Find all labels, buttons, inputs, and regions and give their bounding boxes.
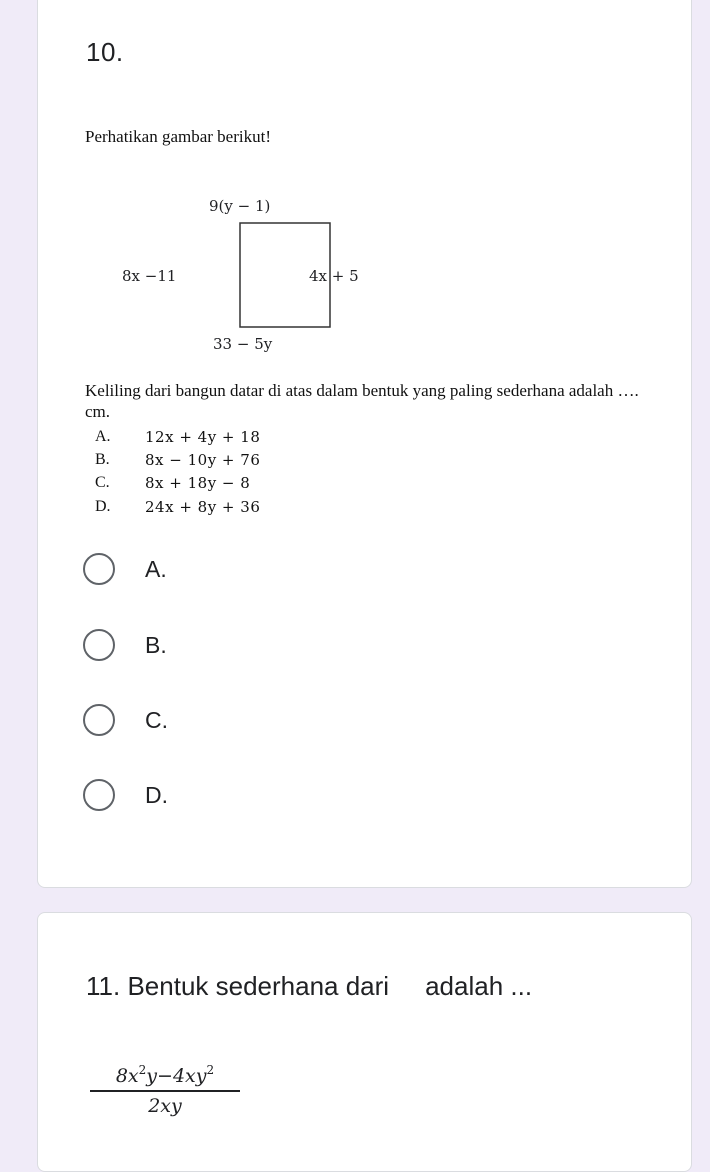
radio-button-d[interactable] — [83, 779, 115, 811]
choice-label[interactable]: D. — [145, 782, 168, 808]
option-letter: D. — [95, 498, 111, 515]
choice-c[interactable] — [83, 704, 383, 744]
rectangle-diagram — [118, 187, 378, 363]
option-letter: B. — [95, 451, 110, 468]
option-expression: 12x + 4y + 18 — [145, 428, 261, 446]
option-expression: 24x + 8y + 36 — [145, 498, 261, 516]
question-number: 10. — [86, 37, 124, 67]
question-title-11 — [86, 971, 532, 1002]
question-card-11 — [37, 912, 692, 1172]
choice-a[interactable] — [83, 553, 383, 593]
option-letter: A. — [95, 428, 111, 445]
radio-button-c[interactable] — [83, 704, 115, 736]
choice-label[interactable]: B. — [145, 632, 167, 658]
fraction-expression — [90, 1063, 240, 1117]
choice-label[interactable]: A. — [145, 556, 167, 582]
right-side-label: 4x + 5 — [309, 267, 359, 285]
question-text-after: adalah ... — [425, 971, 533, 1001]
bottom-side-label: 33 − 5y — [213, 335, 273, 353]
left-side-label: 8x −11 — [122, 267, 177, 285]
choice-label[interactable]: C. — [145, 707, 168, 733]
option-expression: 8x − 10y + 76 — [145, 451, 261, 469]
radio-button-b[interactable] — [83, 629, 115, 661]
choice-d[interactable] — [83, 779, 383, 819]
choice-b[interactable] — [83, 629, 383, 669]
top-side-label: 9(y − 1) — [209, 197, 271, 215]
question-stem: Keliling dari bangun datar di atas dalam bentuk yang paling sederhana adalah …. cm. — [85, 381, 639, 421]
question-text-before: Bentuk sederhana dari — [127, 971, 390, 1001]
option-letter: C. — [95, 474, 110, 491]
fraction-numerator: $8x^2y-4xy^2$ — [90, 1063, 240, 1092]
question-instruction: Perhatikan gambar berikut! — [85, 127, 271, 146]
question-card-10 — [37, 0, 692, 888]
radio-button-a[interactable] — [83, 553, 115, 585]
fraction-denominator: 2xy — [148, 1095, 182, 1117]
question-number: 11. — [86, 971, 121, 1001]
option-expression: 8x + 18y − 8 — [145, 474, 251, 492]
